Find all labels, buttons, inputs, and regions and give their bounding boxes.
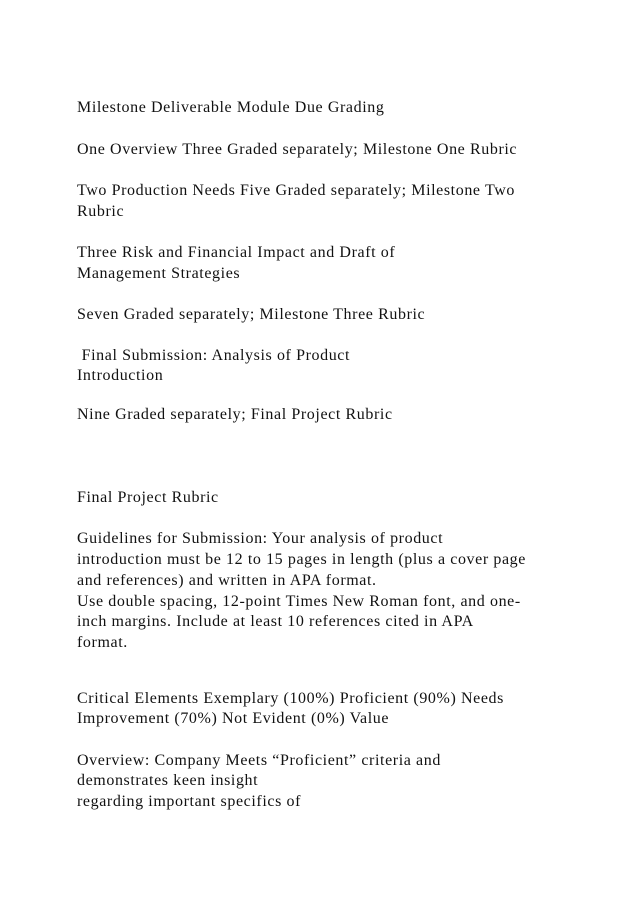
text-line: Seven Graded separately; Milestone Three Rubric — [77, 306, 426, 323]
text-line: One Overview Three Graded separately; Milestone One Rubric — [77, 141, 518, 158]
text-line: introduction must be 12 to 15 pages in length (plus a cover page — [77, 551, 526, 568]
text-line: inch margins. Include at least 10 references cited in APA — [77, 613, 474, 630]
text-line: Two Production Needs Five Graded separately; Milestone Two — [77, 182, 515, 199]
text-line: Rubric — [77, 203, 125, 220]
text-line: Use double spacing, 12-point Times New Roman font, and one- — [77, 593, 521, 610]
text-line: Milestone Deliverable Module Due Grading — [77, 99, 385, 116]
text-line: format. — [77, 634, 128, 651]
text-line: Final Project Rubric — [77, 489, 219, 506]
text-line: regarding important specifics of — [77, 793, 302, 810]
text-line: Guidelines for Submission: Your analysis of product — [77, 530, 444, 547]
text-line: Nine Graded separately; Final Project Rubric — [77, 406, 393, 423]
text-line: Introduction — [77, 367, 164, 384]
text-line: Final Submission: Analysis of Product — [77, 347, 351, 364]
text-line: Critical Elements Exemplary (100%) Proficient (90%) Needs — [77, 690, 504, 707]
text-line: demonstrates keen insight — [77, 772, 259, 789]
text-line: Three Risk and Financial Impact and Draft of — [77, 244, 396, 261]
text-line: and references) and written in APA format. — [77, 572, 377, 589]
text-line: Improvement (70%) Not Evident (0%) Value — [77, 710, 390, 727]
text-line: Overview: Company Meets “Proficient” criteria and — [77, 752, 441, 769]
text-line: Management Strategies — [77, 265, 241, 282]
